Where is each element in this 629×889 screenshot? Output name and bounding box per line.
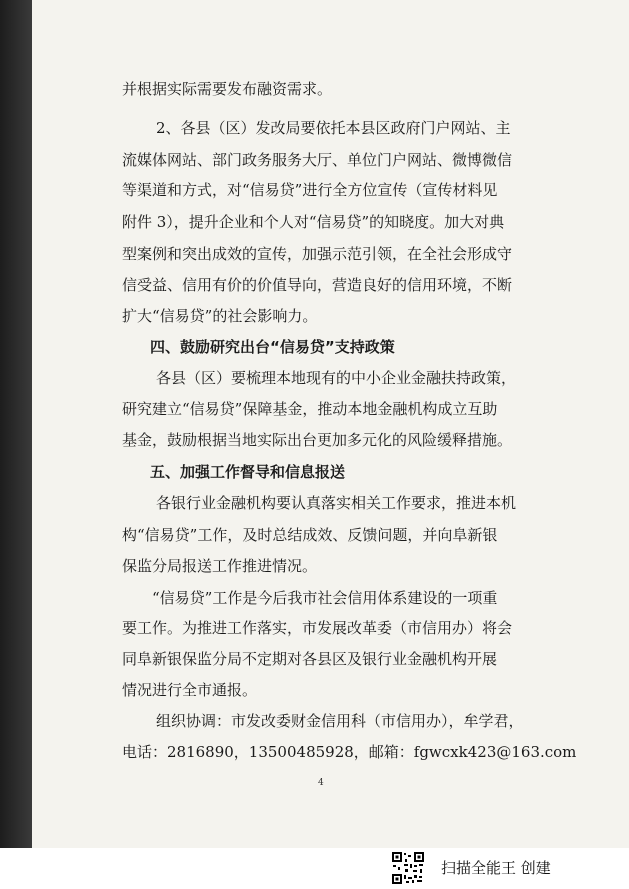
scanner-brand-text: 扫描全能王 创建 <box>441 859 551 877</box>
qr-code-icon <box>391 851 425 885</box>
scan-shadow <box>0 0 32 848</box>
page-number: 4 <box>318 778 324 788</box>
